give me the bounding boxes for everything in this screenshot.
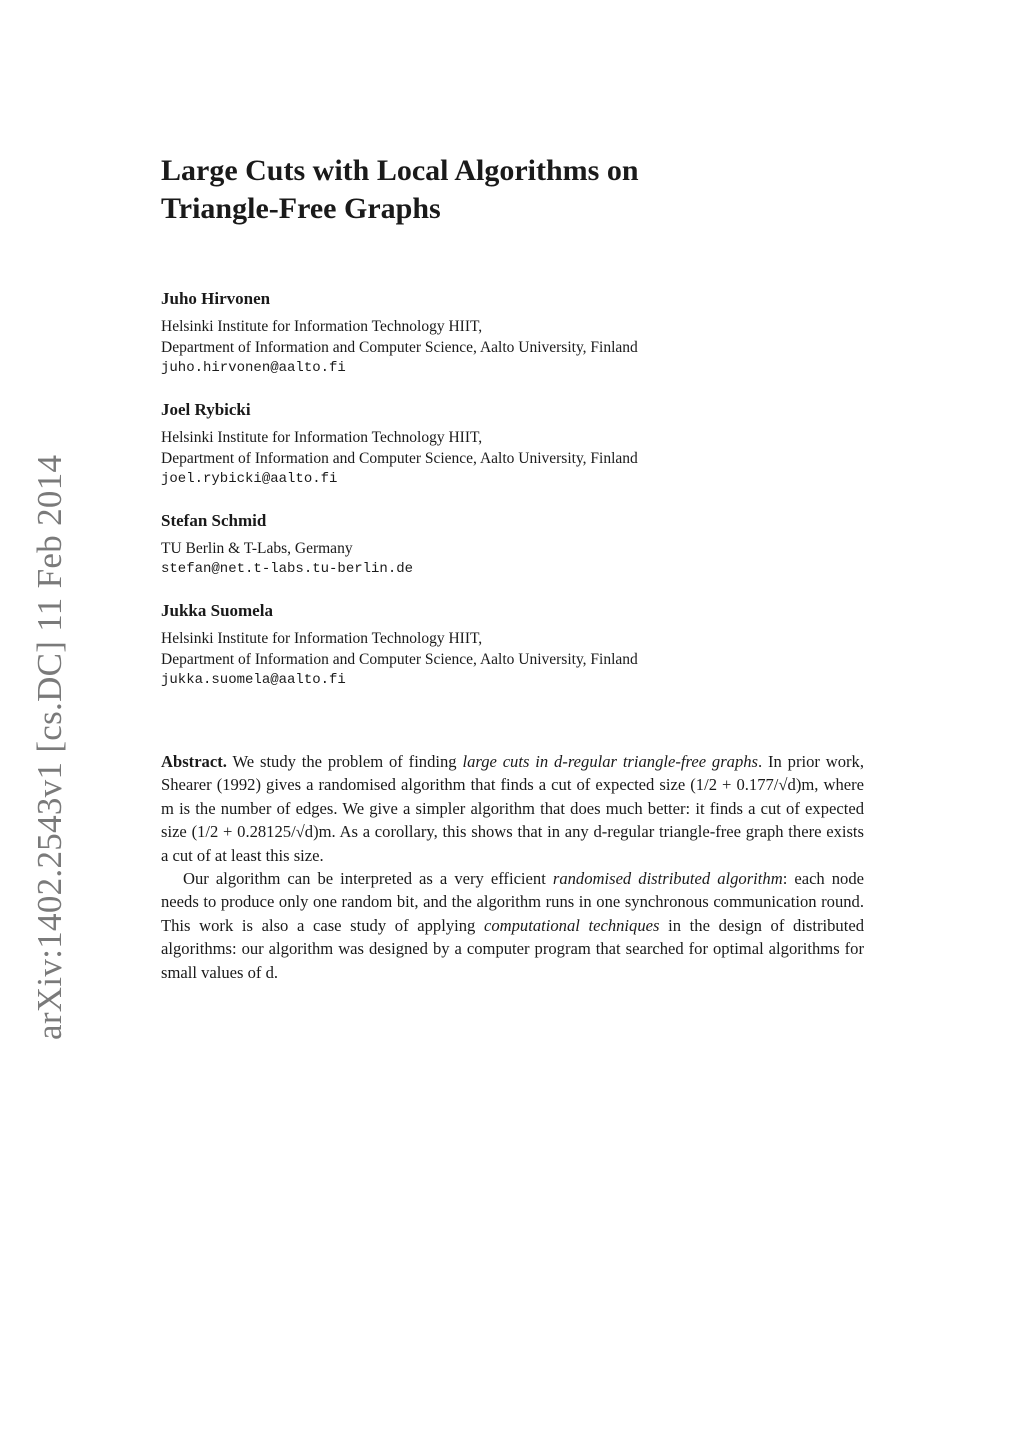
- author-email[interactable]: jukka.suomela@aalto.fi: [161, 672, 346, 688]
- author-name: Juho Hirvonen: [161, 289, 271, 308]
- paper-title: [161, 152, 781, 228]
- abstract-label: Abstract.: [161, 752, 227, 771]
- abstract: [161, 750, 864, 984]
- author-name: Stefan Schmid: [161, 511, 267, 530]
- author-affiliation: Department of Information and Computer Science, Aalto University, Finland: [161, 651, 638, 668]
- title-line-1: Large Cuts with Local Algorithms on: [161, 154, 639, 187]
- author-email[interactable]: joel.rybicki@aalto.fi: [161, 471, 338, 487]
- author-name: Joel Rybicki: [161, 400, 251, 419]
- title-line-2: Triangle-Free Graphs: [161, 192, 441, 225]
- author-affiliation: Helsinki Institute for Information Technology HIIT,: [161, 318, 483, 335]
- arxiv-identifier: arXiv:1402.2543v1 [cs.DC] 11 Feb 2014: [30, 454, 69, 1040]
- author-email[interactable]: juho.hirvonen@aalto.fi: [161, 360, 346, 376]
- abstract-paragraph-2: Our algorithm can be interpreted as a very efficient randomised distributed algorithm: each node needs to produce only one random bit, and the algorithm runs in one synchronous communication round. This work is also a case study of applying computational techniques in the design of distributed algorithms: our algorithm was designed by a computer program that searched for optimal algorithms for small values of d.: [161, 869, 865, 982]
- author-affiliation: Department of Information and Computer Science, Aalto University, Finland: [161, 450, 638, 467]
- author-block: [161, 287, 881, 379]
- author-name: Jukka Suomela: [161, 601, 273, 620]
- abstract-paragraph-1: Abstract. We study the problem of finding large cuts in d-regular triangle-free graphs. In prior work, Shearer (1992) gives a randomised algorithm that finds a cut of expected size (1/2 + 0.177/√d)m, where m is the number of edges. We give a simpler algorithm that does much better: it finds a cut of expected size (1/2 + 0.28125/√d)m. As a corollary, this shows that in any d-regular triangle-free graph there exists a cut of at least this size.: [161, 752, 865, 865]
- author-affiliation: Helsinki Institute for Information Technology HIIT,: [161, 429, 483, 446]
- formula-new-bound: (1/2 + 0.28125/√d)m: [191, 822, 332, 842]
- author-affiliation: Helsinki Institute for Information Technology HIIT,: [161, 630, 483, 647]
- formula-shearer: (1/2 + 0.177/√d)m: [690, 775, 815, 795]
- author-affiliation: Department of Information and Computer Science, Aalto University, Finland: [161, 339, 638, 356]
- author-block: [161, 509, 881, 580]
- author-email[interactable]: stefan@net.t-labs.tu-berlin.de: [161, 561, 414, 577]
- author-block: [161, 599, 881, 691]
- author-block: [161, 398, 881, 490]
- author-affiliation: TU Berlin & T-Labs, Germany: [161, 540, 353, 557]
